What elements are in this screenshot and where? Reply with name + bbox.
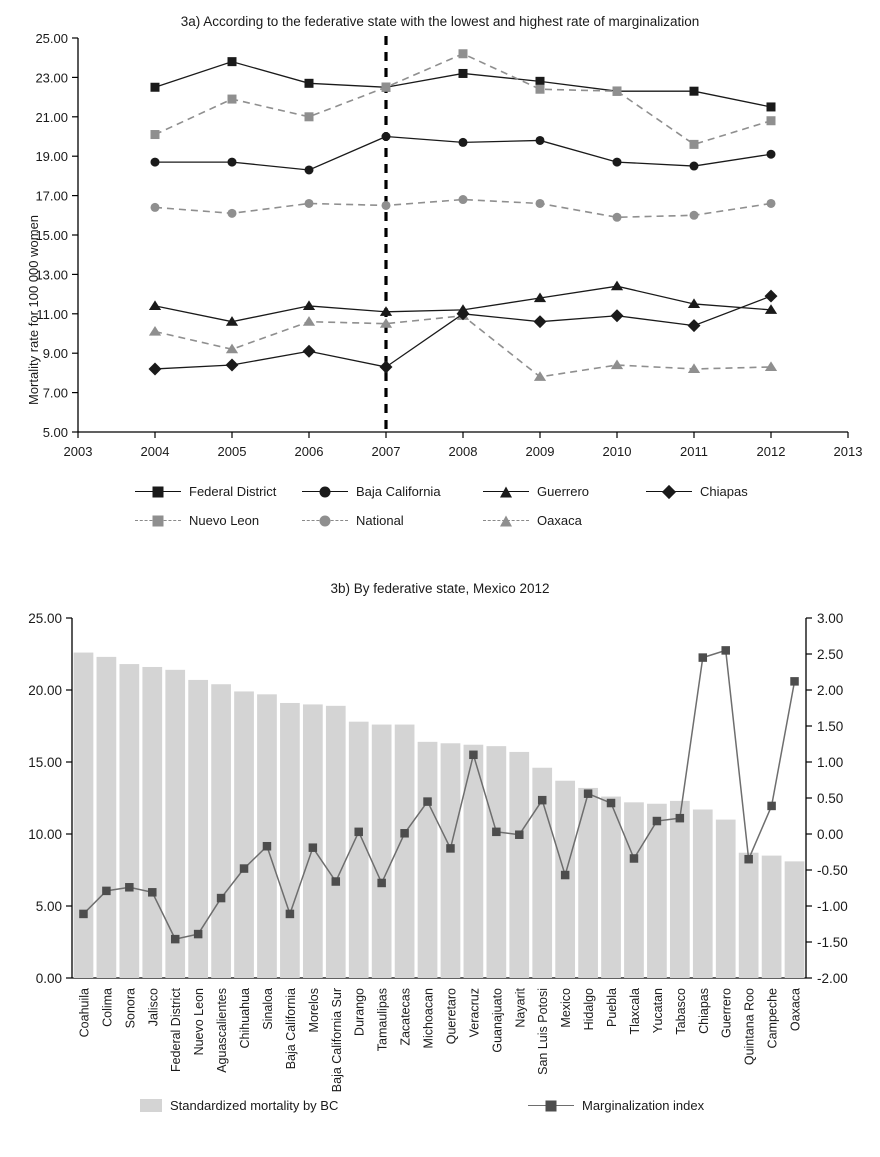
svg-text:15.00: 15.00 <box>28 755 62 770</box>
svg-text:-1.00: -1.00 <box>817 899 848 914</box>
legend-item-oaxaca <box>483 513 646 528</box>
svg-text:Hidalgo: Hidalgo <box>582 988 597 1031</box>
legend-label: Chiapas <box>700 484 748 499</box>
svg-text:5.00: 5.00 <box>42 425 68 440</box>
legend-line-icon <box>528 1105 574 1106</box>
svg-text:Jalisco: Jalisco <box>146 988 161 1027</box>
svg-text:Tabasco: Tabasco <box>673 988 688 1035</box>
svg-text:2010: 2010 <box>602 444 632 459</box>
circle-marker-icon <box>320 487 331 498</box>
panel-b-chart <box>0 598 880 1118</box>
square-marker-icon <box>153 487 164 498</box>
svg-text:2013: 2013 <box>833 444 863 459</box>
svg-text:Nuevo Leon: Nuevo Leon <box>192 988 207 1056</box>
diamond-marker-icon <box>662 485 676 499</box>
svg-text:9.00: 9.00 <box>42 346 68 362</box>
legend-item-chiapas <box>646 484 748 499</box>
svg-text:7.00: 7.00 <box>42 385 68 401</box>
panel-b-legend <box>140 1098 704 1113</box>
panel-a-y-axis-label: Mortality rate for 100 000 women <box>26 214 41 405</box>
svg-text:Oaxaca: Oaxaca <box>788 988 803 1032</box>
legend-label: Nuevo Leon <box>189 513 260 528</box>
svg-text:19.00: 19.00 <box>35 149 68 165</box>
legend-item-standardized-mortality <box>140 1098 528 1113</box>
legend-line-icon <box>135 491 181 492</box>
legend-label: Federal District <box>189 484 277 499</box>
svg-text:2008: 2008 <box>448 444 478 459</box>
legend-line-icon <box>302 520 348 521</box>
legend-line-icon <box>483 491 529 492</box>
svg-text:Tlaxcala: Tlaxcala <box>627 988 642 1035</box>
bar-swatch-icon <box>140 1099 162 1112</box>
svg-text:3.00: 3.00 <box>817 611 844 626</box>
svg-text:10.00: 10.00 <box>28 827 62 842</box>
svg-text:Veracruz: Veracruz <box>467 988 482 1038</box>
svg-text:2005: 2005 <box>217 444 247 459</box>
svg-text:Sonora: Sonora <box>123 988 138 1029</box>
legend-item-nuevo-leon <box>135 513 302 528</box>
svg-text:Coahuila: Coahuila <box>77 988 92 1038</box>
svg-text:21.00: 21.00 <box>35 109 68 125</box>
legend-label: Oaxaca <box>537 513 582 528</box>
svg-text:Durango: Durango <box>352 988 367 1036</box>
svg-text:2.00: 2.00 <box>817 683 844 698</box>
svg-text:Michoacan: Michoacan <box>421 988 436 1049</box>
panel-a-legend <box>135 484 748 528</box>
svg-text:Sinaloa: Sinaloa <box>260 988 275 1030</box>
svg-text:-1.50: -1.50 <box>817 935 848 950</box>
svg-text:2007: 2007 <box>371 444 401 459</box>
square-marker-icon <box>153 516 164 527</box>
svg-text:Guanajuato: Guanajuato <box>490 988 505 1053</box>
svg-text:20.00: 20.00 <box>28 683 62 698</box>
triangle-marker-icon <box>500 487 512 498</box>
svg-text:17.00: 17.00 <box>35 188 68 204</box>
svg-text:Puebla: Puebla <box>605 988 620 1027</box>
svg-text:Queretaro: Queretaro <box>444 988 459 1045</box>
svg-text:1.50: 1.50 <box>817 719 844 734</box>
svg-text:Yucatan: Yucatan <box>650 988 665 1034</box>
svg-text:2012: 2012 <box>756 444 786 459</box>
svg-text:Campeche: Campeche <box>765 988 780 1049</box>
svg-text:1.00: 1.00 <box>817 755 844 770</box>
svg-text:Chiapas: Chiapas <box>696 988 711 1034</box>
svg-text:0.00: 0.00 <box>35 971 62 986</box>
svg-text:Federal District: Federal District <box>169 988 184 1073</box>
svg-text:Baja California Sur: Baja California Sur <box>329 988 344 1093</box>
svg-text:Zacatecas: Zacatecas <box>398 988 413 1046</box>
circle-marker-icon <box>320 516 331 527</box>
svg-text:2004: 2004 <box>140 444 170 459</box>
svg-text:Tamaulipas: Tamaulipas <box>375 988 390 1052</box>
svg-text:2003: 2003 <box>63 444 93 459</box>
square-marker-icon <box>546 1101 557 1112</box>
svg-text:0.00: 0.00 <box>817 827 844 842</box>
svg-text:Quintana Roo: Quintana Roo <box>742 988 757 1066</box>
svg-text:23.00: 23.00 <box>35 70 68 86</box>
svg-text:Guerrero: Guerrero <box>719 988 734 1039</box>
svg-text:0.50: 0.50 <box>817 791 844 806</box>
panel-a-title: 3a) According to the federative state with the lowest and highest rate of marginalization <box>180 14 700 29</box>
panel-b-title: 3b) By federative state, Mexico 2012 <box>330 581 550 596</box>
svg-text:-0.50: -0.50 <box>817 863 848 878</box>
svg-text:2009: 2009 <box>525 444 555 459</box>
svg-text:11.00: 11.00 <box>36 306 68 322</box>
svg-text:Nayarit: Nayarit <box>513 988 528 1028</box>
legend-item-marginalization-index <box>528 1098 704 1113</box>
svg-text:15.00: 15.00 <box>35 228 68 243</box>
legend-label: National <box>356 513 404 528</box>
panel-a-chart <box>0 20 880 540</box>
svg-text:25.00: 25.00 <box>28 611 62 626</box>
svg-text:Baja California: Baja California <box>283 988 298 1070</box>
svg-text:Mexico: Mexico <box>559 988 574 1028</box>
svg-text:13.00: 13.00 <box>35 267 68 283</box>
legend-line-icon <box>135 520 181 521</box>
legend-item-baja-california <box>302 484 483 499</box>
svg-text:San Luis Potosi: San Luis Potosi <box>536 988 551 1075</box>
legend-label: Guerrero <box>537 484 590 499</box>
svg-text:2.50: 2.50 <box>817 647 844 662</box>
svg-text:Aguascalientes: Aguascalientes <box>215 988 230 1073</box>
legend-line-icon <box>483 520 529 521</box>
svg-text:Colima: Colima <box>100 988 115 1027</box>
legend-line-icon <box>302 491 348 492</box>
legend-item-national <box>302 513 483 528</box>
legend-label: Standardized mortality by BC <box>170 1098 339 1113</box>
legend-label: Baja California <box>356 484 441 499</box>
legend-label: Marginalization index <box>582 1098 705 1113</box>
legend-item-guerrero <box>483 484 646 499</box>
svg-text:25.00: 25.00 <box>35 31 68 46</box>
svg-text:5.00: 5.00 <box>35 899 62 914</box>
svg-text:2011: 2011 <box>680 444 708 459</box>
svg-text:-2.00: -2.00 <box>817 971 848 986</box>
triangle-marker-icon <box>500 516 512 527</box>
legend-line-icon <box>646 491 692 492</box>
svg-text:2006: 2006 <box>294 444 324 459</box>
svg-text:Morelos: Morelos <box>306 988 321 1033</box>
svg-text:Chihuahua: Chihuahua <box>238 988 253 1049</box>
legend-item-federal-district <box>135 484 302 499</box>
